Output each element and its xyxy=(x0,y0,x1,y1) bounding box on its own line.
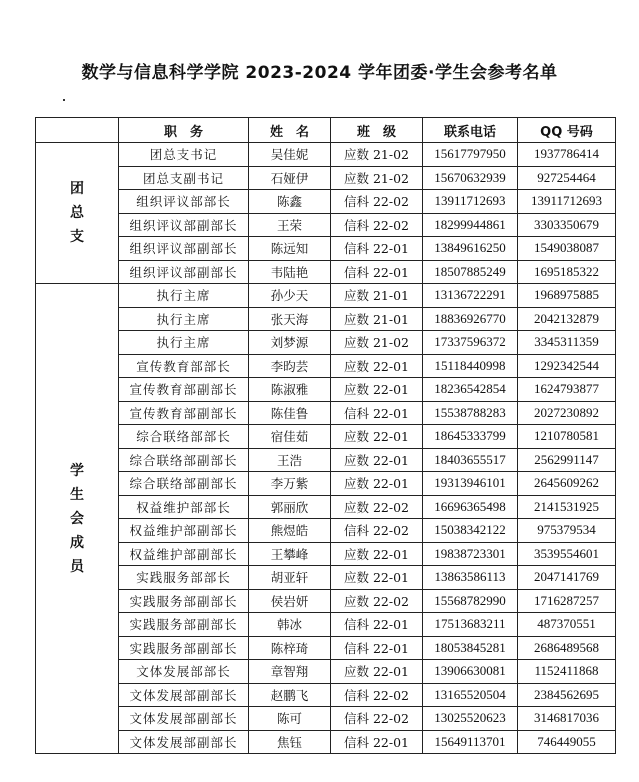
qq-cell: 1624793877 xyxy=(518,378,616,402)
table-row xyxy=(36,472,616,496)
qq-cell: 2686489568 xyxy=(518,636,616,660)
table-row xyxy=(36,707,616,731)
group-label-text: 团总支 xyxy=(70,181,84,245)
name-cell: 陈可 xyxy=(249,707,331,731)
name-cell: 刘梦源 xyxy=(249,331,331,355)
position-cell: 实践服务部部长 xyxy=(119,566,249,590)
name-cell: 孙少天 xyxy=(249,284,331,308)
table-row xyxy=(36,307,616,331)
name-cell: 陈佳鲁 xyxy=(249,401,331,425)
position-cell: 综合联络部部长 xyxy=(119,425,249,449)
name-cell: 熊煜皓 xyxy=(249,519,331,543)
class-cell: 应数 22-02 xyxy=(331,495,423,519)
table-row xyxy=(36,730,616,754)
roster-body xyxy=(36,143,616,754)
phone-cell: 17337596372 xyxy=(423,331,518,355)
name-cell: 王攀峰 xyxy=(249,542,331,566)
qq-cell: 1292342544 xyxy=(518,354,616,378)
table-row xyxy=(36,589,616,613)
position-cell: 文体发展部副部长 xyxy=(119,707,249,731)
position-cell: 执行主席 xyxy=(119,284,249,308)
phone-cell: 19838723301 xyxy=(423,542,518,566)
name-cell: 王浩 xyxy=(249,448,331,472)
class-cell: 应数 22-01 xyxy=(331,660,423,684)
position-cell: 权益维护部部长 xyxy=(119,495,249,519)
class-cell: 信科 22-02 xyxy=(331,519,423,543)
qq-cell: 1695185322 xyxy=(518,260,616,284)
qq-cell: 3345311359 xyxy=(518,331,616,355)
phone-cell: 18403655517 xyxy=(423,448,518,472)
phone-cell: 18236542854 xyxy=(423,378,518,402)
phone-cell: 15118440998 xyxy=(423,354,518,378)
position-cell: 实践服务部副部长 xyxy=(119,613,249,637)
name-cell: 李昀芸 xyxy=(249,354,331,378)
class-cell: 应数 22-01 xyxy=(331,448,423,472)
phone-cell: 15568782990 xyxy=(423,589,518,613)
name-cell: 韦陆艳 xyxy=(249,260,331,284)
class-cell: 信科 22-01 xyxy=(331,613,423,637)
phone-cell: 15670632939 xyxy=(423,166,518,190)
qq-cell: 487370551 xyxy=(518,613,616,637)
position-cell: 实践服务部副部长 xyxy=(119,636,249,660)
group-label-text: 学生会成员 xyxy=(70,462,84,575)
qq-cell: 3146817036 xyxy=(518,707,616,731)
qq-cell: 1152411868 xyxy=(518,660,616,684)
phone-cell: 13911712693 xyxy=(423,190,518,214)
header-group xyxy=(36,118,119,143)
class-cell: 应数 22-01 xyxy=(331,566,423,590)
position-cell: 宣传教育部部长 xyxy=(119,354,249,378)
phone-cell: 15649113701 xyxy=(423,730,518,754)
qq-cell: 3539554601 xyxy=(518,542,616,566)
phone-cell: 18507885249 xyxy=(423,260,518,284)
position-cell: 组织评议部副部长 xyxy=(119,213,249,237)
phone-cell: 13849616250 xyxy=(423,237,518,261)
header-row xyxy=(36,118,616,143)
class-cell: 信科 22-01 xyxy=(331,260,423,284)
table-row xyxy=(36,542,616,566)
class-cell: 应数 21-02 xyxy=(331,166,423,190)
phone-cell: 13165520504 xyxy=(423,683,518,707)
name-cell: 侯岩妍 xyxy=(249,589,331,613)
table-row xyxy=(36,425,616,449)
class-cell: 信科 22-02 xyxy=(331,707,423,731)
name-cell: 郭丽欣 xyxy=(249,495,331,519)
qq-cell: 13911712693 xyxy=(518,190,616,214)
phone-cell: 19313946101 xyxy=(423,472,518,496)
position-cell: 执行主席 xyxy=(119,331,249,355)
position-cell: 团总支书记 xyxy=(119,143,249,167)
table-row xyxy=(36,636,616,660)
table-row xyxy=(36,378,616,402)
class-cell: 应数 21-02 xyxy=(331,331,423,355)
table-row xyxy=(36,260,616,284)
position-cell: 权益维护部副部长 xyxy=(119,519,249,543)
position-cell: 综合联络部副部长 xyxy=(119,472,249,496)
header-position: 职 务 xyxy=(119,118,249,143)
header-qq: QQ 号码 xyxy=(518,118,616,143)
name-cell: 李万紫 xyxy=(249,472,331,496)
name-cell: 陈远知 xyxy=(249,237,331,261)
qq-cell: 1210780581 xyxy=(518,425,616,449)
position-cell: 组织评议部部长 xyxy=(119,190,249,214)
table-row xyxy=(36,566,616,590)
qq-cell: 1716287257 xyxy=(518,589,616,613)
stray-dot xyxy=(63,99,65,101)
qq-cell: 2384562695 xyxy=(518,683,616,707)
table-row xyxy=(36,190,616,214)
table-row xyxy=(36,401,616,425)
class-cell: 应数 22-02 xyxy=(331,589,423,613)
position-cell: 组织评议部副部长 xyxy=(119,260,249,284)
position-cell: 团总支副书记 xyxy=(119,166,249,190)
qq-cell: 3303350679 xyxy=(518,213,616,237)
phone-cell: 15538788283 xyxy=(423,401,518,425)
class-cell: 信科 22-01 xyxy=(331,636,423,660)
table-row xyxy=(36,683,616,707)
qq-cell: 975379534 xyxy=(518,519,616,543)
name-cell: 吴佳妮 xyxy=(249,143,331,167)
table-row xyxy=(36,354,616,378)
group-label xyxy=(36,284,119,754)
qq-cell: 1549038087 xyxy=(518,237,616,261)
position-cell: 组织评议部副部长 xyxy=(119,237,249,261)
position-cell: 文体发展部副部长 xyxy=(119,683,249,707)
class-cell: 信科 22-02 xyxy=(331,190,423,214)
class-cell: 应数 22-01 xyxy=(331,472,423,496)
class-cell: 信科 22-02 xyxy=(331,683,423,707)
name-cell: 王荣 xyxy=(249,213,331,237)
page-title: 数学与信息科学学院 2023-2024 学年团委·学生会参考名单 xyxy=(81,63,558,83)
phone-cell: 18053845281 xyxy=(423,636,518,660)
qq-cell: 1937786414 xyxy=(518,143,616,167)
name-cell: 赵鹏飞 xyxy=(249,683,331,707)
qq-cell: 2042132879 xyxy=(518,307,616,331)
table-row xyxy=(36,660,616,684)
table-row xyxy=(36,237,616,261)
table-row xyxy=(36,284,616,308)
phone-cell: 18836926770 xyxy=(423,307,518,331)
class-cell: 应数 22-01 xyxy=(331,354,423,378)
class-cell: 信科 22-01 xyxy=(331,730,423,754)
phone-cell: 13136722291 xyxy=(423,284,518,308)
class-cell: 应数 22-01 xyxy=(331,425,423,449)
group-label xyxy=(36,143,119,284)
header-name: 姓 名 xyxy=(249,118,331,143)
name-cell: 张天海 xyxy=(249,307,331,331)
qq-cell: 2027230892 xyxy=(518,401,616,425)
phone-cell: 13863586113 xyxy=(423,566,518,590)
phone-cell: 15038342122 xyxy=(423,519,518,543)
class-cell: 应数 22-01 xyxy=(331,542,423,566)
class-cell: 应数 21-01 xyxy=(331,284,423,308)
class-cell: 信科 22-01 xyxy=(331,401,423,425)
table-row xyxy=(36,331,616,355)
qq-cell: 927254464 xyxy=(518,166,616,190)
position-cell: 执行主席 xyxy=(119,307,249,331)
phone-cell: 16696365498 xyxy=(423,495,518,519)
phone-cell: 18299944861 xyxy=(423,213,518,237)
table-row xyxy=(36,495,616,519)
name-cell: 宿佳茹 xyxy=(249,425,331,449)
name-cell: 胡亚轩 xyxy=(249,566,331,590)
qq-cell: 1968975885 xyxy=(518,284,616,308)
phone-cell: 17513683211 xyxy=(423,613,518,637)
header-phone: 联系电话 xyxy=(423,118,518,143)
name-cell: 陈鑫 xyxy=(249,190,331,214)
class-cell: 应数 21-01 xyxy=(331,307,423,331)
position-cell: 综合联络部副部长 xyxy=(119,448,249,472)
table-row xyxy=(36,613,616,637)
name-cell: 陈淑雅 xyxy=(249,378,331,402)
class-cell: 应数 22-01 xyxy=(331,378,423,402)
table-row xyxy=(36,213,616,237)
name-cell: 章智翔 xyxy=(249,660,331,684)
table-row xyxy=(36,448,616,472)
qq-cell: 2047141769 xyxy=(518,566,616,590)
name-cell: 焦钰 xyxy=(249,730,331,754)
class-cell: 信科 22-02 xyxy=(331,213,423,237)
roster-table xyxy=(35,117,616,754)
phone-cell: 18645333799 xyxy=(423,425,518,449)
table-row xyxy=(36,519,616,543)
position-cell: 实践服务部副部长 xyxy=(119,589,249,613)
name-cell: 石娅伊 xyxy=(249,166,331,190)
position-cell: 宣传教育部副部长 xyxy=(119,378,249,402)
qq-cell: 2141531925 xyxy=(518,495,616,519)
table-row xyxy=(36,166,616,190)
position-cell: 文体发展部部长 xyxy=(119,660,249,684)
position-cell: 权益维护部副部长 xyxy=(119,542,249,566)
class-cell: 信科 22-01 xyxy=(331,237,423,261)
header-class: 班 级 xyxy=(331,118,423,143)
class-cell: 应数 21-02 xyxy=(331,143,423,167)
phone-cell: 15617797950 xyxy=(423,143,518,167)
name-cell: 陈梓琦 xyxy=(249,636,331,660)
name-cell: 韩冰 xyxy=(249,613,331,637)
phone-cell: 13906630081 xyxy=(423,660,518,684)
table-row xyxy=(36,143,616,167)
position-cell: 宣传教育部副部长 xyxy=(119,401,249,425)
qq-cell: 2645609262 xyxy=(518,472,616,496)
position-cell: 文体发展部副部长 xyxy=(119,730,249,754)
phone-cell: 13025520623 xyxy=(423,707,518,731)
qq-cell: 746449055 xyxy=(518,730,616,754)
qq-cell: 2562991147 xyxy=(518,448,616,472)
